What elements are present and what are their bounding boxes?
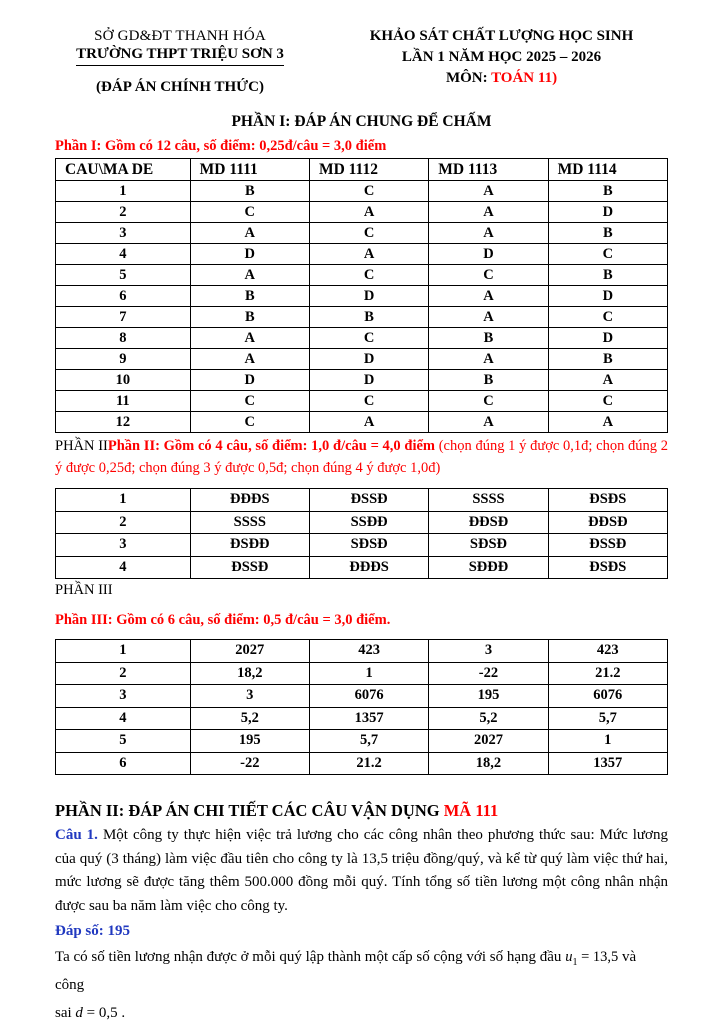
table-cell: 6 — [56, 286, 191, 307]
table-cell: D — [309, 286, 428, 307]
table-cell: C — [190, 391, 309, 412]
table-cell: A — [190, 349, 309, 370]
table-cell: 18,2 — [190, 662, 309, 685]
part2-answer-table — [55, 488, 668, 579]
table-cell: 4 — [56, 244, 191, 265]
math-eq-1: = 13,5 — [577, 949, 619, 965]
table-cell: D — [429, 244, 548, 265]
answer-value-label: Đáp số: 195 — [55, 923, 131, 939]
table-cell: C — [309, 391, 428, 412]
solution-mid-text: và công — [55, 949, 637, 993]
table-cell: 423 — [309, 640, 428, 663]
part2-subtitle-rest: (chọn đúng 1 ý được 0,1đ; chọn đúng 2 ý được 0,25đ; chọn đúng 3 ý được 0,5đ; chọn đúng 4 ý được 1,0đ) — [55, 438, 668, 476]
part3-answer-table — [55, 639, 668, 775]
table-cell: 6 — [56, 752, 191, 775]
table-cell: B — [548, 349, 667, 370]
table-cell: ĐSĐĐ — [190, 534, 309, 557]
header-left-block — [55, 26, 305, 96]
table-cell: 1 — [56, 640, 191, 663]
table-row — [56, 662, 668, 685]
table-cell: ĐSĐS — [548, 556, 667, 579]
table-cell: SSSS — [190, 511, 309, 534]
official-answer-label: (ĐÁP ÁN CHÍNH THỨC) — [96, 79, 264, 95]
table-cell: ĐSSĐ — [309, 489, 428, 512]
solution-line-2 — [55, 1005, 668, 1022]
table-cell: B — [548, 223, 667, 244]
table-cell: 2 — [56, 662, 191, 685]
table-cell: 5,2 — [429, 707, 548, 730]
table-cell: SSSS — [429, 489, 548, 512]
table-cell: D — [309, 370, 428, 391]
table-cell: C — [190, 412, 309, 433]
exam-subject — [335, 68, 668, 89]
table-header-row — [56, 159, 668, 181]
table-cell: A — [309, 244, 428, 265]
table-cell: 1 — [548, 730, 667, 753]
table-cell: A — [429, 349, 548, 370]
table-cell: 2027 — [190, 640, 309, 663]
col-header-md1114: MD 1114 — [548, 159, 667, 181]
document-header — [55, 26, 668, 96]
math-u1-expression — [565, 949, 619, 968]
table-row — [56, 752, 668, 775]
subject-label: MÔN: — [445, 70, 492, 86]
table-cell: B — [190, 181, 309, 202]
table-cell: 3 — [429, 640, 548, 663]
table-cell: D — [548, 286, 667, 307]
table-cell: A — [309, 412, 428, 433]
table-cell: C — [429, 391, 548, 412]
table-cell: A — [429, 307, 548, 328]
table-cell: 6076 — [548, 685, 667, 708]
math-var-d: d — [75, 1004, 83, 1021]
math-d-expression — [75, 1005, 117, 1021]
table-row — [56, 265, 668, 286]
table-row — [56, 730, 668, 753]
table-cell: -22 — [190, 752, 309, 775]
table-cell: C — [309, 181, 428, 202]
table-row — [56, 370, 668, 391]
table-cell: ĐĐSĐ — [429, 511, 548, 534]
table-cell: 195 — [190, 730, 309, 753]
table-cell: C — [548, 391, 667, 412]
table-cell: A — [429, 223, 548, 244]
table-cell: 2 — [56, 202, 191, 223]
table-row — [56, 391, 668, 412]
table-cell: 11 — [56, 391, 191, 412]
table-cell: D — [548, 328, 667, 349]
table-row — [56, 223, 668, 244]
table-cell: -22 — [429, 662, 548, 685]
table-cell: 10 — [56, 370, 191, 391]
table-row — [56, 244, 668, 265]
table-cell: 3 — [56, 534, 191, 557]
table-cell: B — [429, 328, 548, 349]
solution-end-text: . — [117, 1004, 126, 1021]
exam-session: LẦN 1 NĂM HỌC 2025 – 2026 — [401, 49, 602, 65]
table-row — [56, 181, 668, 202]
table-cell: A — [190, 328, 309, 349]
detail-heading-text: PHẦN II: ĐÁP ÁN CHI TIẾT CÁC CÂU VẬN DỤNG — [55, 801, 444, 820]
table-cell: B — [190, 307, 309, 328]
table-cell: 5,7 — [548, 707, 667, 730]
question-1-label: Câu 1. — [55, 827, 98, 843]
table-cell: D — [190, 370, 309, 391]
table-cell: C — [190, 202, 309, 223]
table-row — [56, 685, 668, 708]
col-header-cau-ma-de: CAU\MA DE — [56, 159, 191, 181]
table-cell: B — [190, 286, 309, 307]
table-cell: 2 — [56, 511, 191, 534]
table-cell: 1357 — [548, 752, 667, 775]
table-cell: 1 — [56, 181, 191, 202]
table-row — [56, 556, 668, 579]
table-cell: 3 — [190, 685, 309, 708]
math-eq-2: = 0,5 — [82, 1004, 118, 1021]
table-cell: A — [190, 223, 309, 244]
table-cell: ĐĐSĐ — [548, 511, 667, 534]
question-1-paragraph — [55, 824, 668, 918]
table-cell: 5,2 — [190, 707, 309, 730]
table-cell: A — [548, 370, 667, 391]
table-cell: B — [429, 370, 548, 391]
table-cell: 9 — [56, 349, 191, 370]
col-header-md1112: MD 1112 — [309, 159, 428, 181]
table-row — [56, 511, 668, 534]
table-cell: 423 — [548, 640, 667, 663]
table-cell: C — [309, 328, 428, 349]
table-cell: 21.2 — [309, 752, 428, 775]
table-cell: C — [309, 265, 428, 286]
table-cell: 12 — [56, 412, 191, 433]
school-name: TRƯỜNG THPT TRIỆU SƠN 3 — [55, 46, 305, 66]
table-row — [56, 534, 668, 557]
table-cell: SSĐĐ — [309, 511, 428, 534]
table-cell: C — [548, 307, 667, 328]
exam-title: KHẢO SÁT CHẤT LƯỢNG HỌC SINH — [369, 28, 634, 44]
table-cell: A — [429, 412, 548, 433]
table-cell: 7 — [56, 307, 191, 328]
table-cell: D — [190, 244, 309, 265]
part3-subtitle: Phần III: Gồm có 6 câu, số điểm: 0,5 đ/câu = 3,0 điểm. — [55, 612, 391, 628]
part2-note — [55, 435, 668, 479]
table-cell: 2027 — [429, 730, 548, 753]
table-row — [56, 707, 668, 730]
table-cell: ĐSSĐ — [190, 556, 309, 579]
table-cell: SĐĐĐ — [429, 556, 548, 579]
part1-answer-table — [55, 158, 668, 433]
table-cell: ĐSĐS — [548, 489, 667, 512]
table-cell: SĐSĐ — [429, 534, 548, 557]
table-cell: A — [190, 265, 309, 286]
subject-value: TOÁN 11) — [491, 70, 558, 86]
detail-heading-code: MÃ 111 — [443, 801, 499, 820]
part2-prefix: PHẦN II — [55, 438, 108, 454]
part2-subtitle-bold: Phần II: Gồm có 4 câu, số điểm: 1,0 đ/câu = 4,0 điểm — [107, 438, 435, 454]
table-cell: C — [548, 244, 667, 265]
table-cell: 5 — [56, 730, 191, 753]
table-row — [56, 349, 668, 370]
table-cell: B — [309, 307, 428, 328]
department-name: SỞ GD&ĐT THANH HÓA — [94, 28, 266, 44]
table-row — [56, 307, 668, 328]
table-cell: 3 — [56, 223, 191, 244]
table-cell: 18,2 — [429, 752, 548, 775]
solution-line2-lead: sai — [55, 1004, 76, 1021]
col-header-md1113: MD 1113 — [429, 159, 548, 181]
header-right-block — [305, 26, 668, 89]
table-row — [56, 202, 668, 223]
math-sub-1: 1 — [572, 956, 578, 968]
table-cell: 6076 — [309, 685, 428, 708]
question-1-text: Một công ty thực hiện việc trả lương cho các công nhân theo phương thức sau: Mức lương của quý (3 tháng) làm việc đầu tiên cho công ty là 13,5 triệu đồng/quý, và kể từ quý làm việc thứ hai, mức lương sẽ được tăng thêm 500.000 đồng mỗi quý. Tính tổng số tiền lương một công nhân nhận được sau ba năm làm việc cho công ty. — [55, 827, 668, 914]
table-row — [56, 412, 668, 433]
part1-subtitle: Phần I: Gồm có 12 câu, số điểm: 0,25đ/câu = 3,0 điểm — [55, 138, 387, 154]
col-header-md1111: MD 1111 — [190, 159, 309, 181]
table-cell: 1 — [56, 489, 191, 512]
table-cell: D — [548, 202, 667, 223]
table-cell: D — [309, 349, 428, 370]
solution-line-1 — [55, 946, 668, 997]
table-cell: B — [548, 181, 667, 202]
table-cell: A — [429, 181, 548, 202]
table-cell: B — [548, 265, 667, 286]
table-cell: A — [309, 202, 428, 223]
detail-section-heading — [55, 801, 668, 821]
table-cell: A — [429, 202, 548, 223]
table-cell: 8 — [56, 328, 191, 349]
math-var-u: u — [565, 949, 573, 965]
part1-title: PHẦN I: ĐÁP ÁN CHUNG ĐỂ CHẤM — [231, 113, 492, 130]
part3-prefix: PHẦN III — [55, 582, 113, 598]
table-cell: 5 — [56, 265, 191, 286]
table-cell: 4 — [56, 707, 191, 730]
table-cell: C — [429, 265, 548, 286]
table-cell: 3 — [56, 685, 191, 708]
table-cell: 1 — [309, 662, 428, 685]
table-cell: 195 — [429, 685, 548, 708]
table-row — [56, 640, 668, 663]
table-cell: 5,7 — [309, 730, 428, 753]
table-cell: 1357 — [309, 707, 428, 730]
table-row — [56, 328, 668, 349]
table-cell: A — [429, 286, 548, 307]
table-row — [56, 286, 668, 307]
table-cell: ĐĐĐS — [309, 556, 428, 579]
table-cell: SĐSĐ — [309, 534, 428, 557]
table-row — [56, 489, 668, 512]
table-cell: A — [548, 412, 667, 433]
table-cell: ĐĐĐS — [190, 489, 309, 512]
table-cell: 21.2 — [548, 662, 667, 685]
solution-lead-text: Ta có số tiền lương nhận được ở mỗi quý lập thành một cấp số cộng với số hạng đầu — [55, 949, 566, 965]
table-cell: C — [309, 223, 428, 244]
table-cell: 4 — [56, 556, 191, 579]
table-cell: ĐSSĐ — [548, 534, 667, 557]
